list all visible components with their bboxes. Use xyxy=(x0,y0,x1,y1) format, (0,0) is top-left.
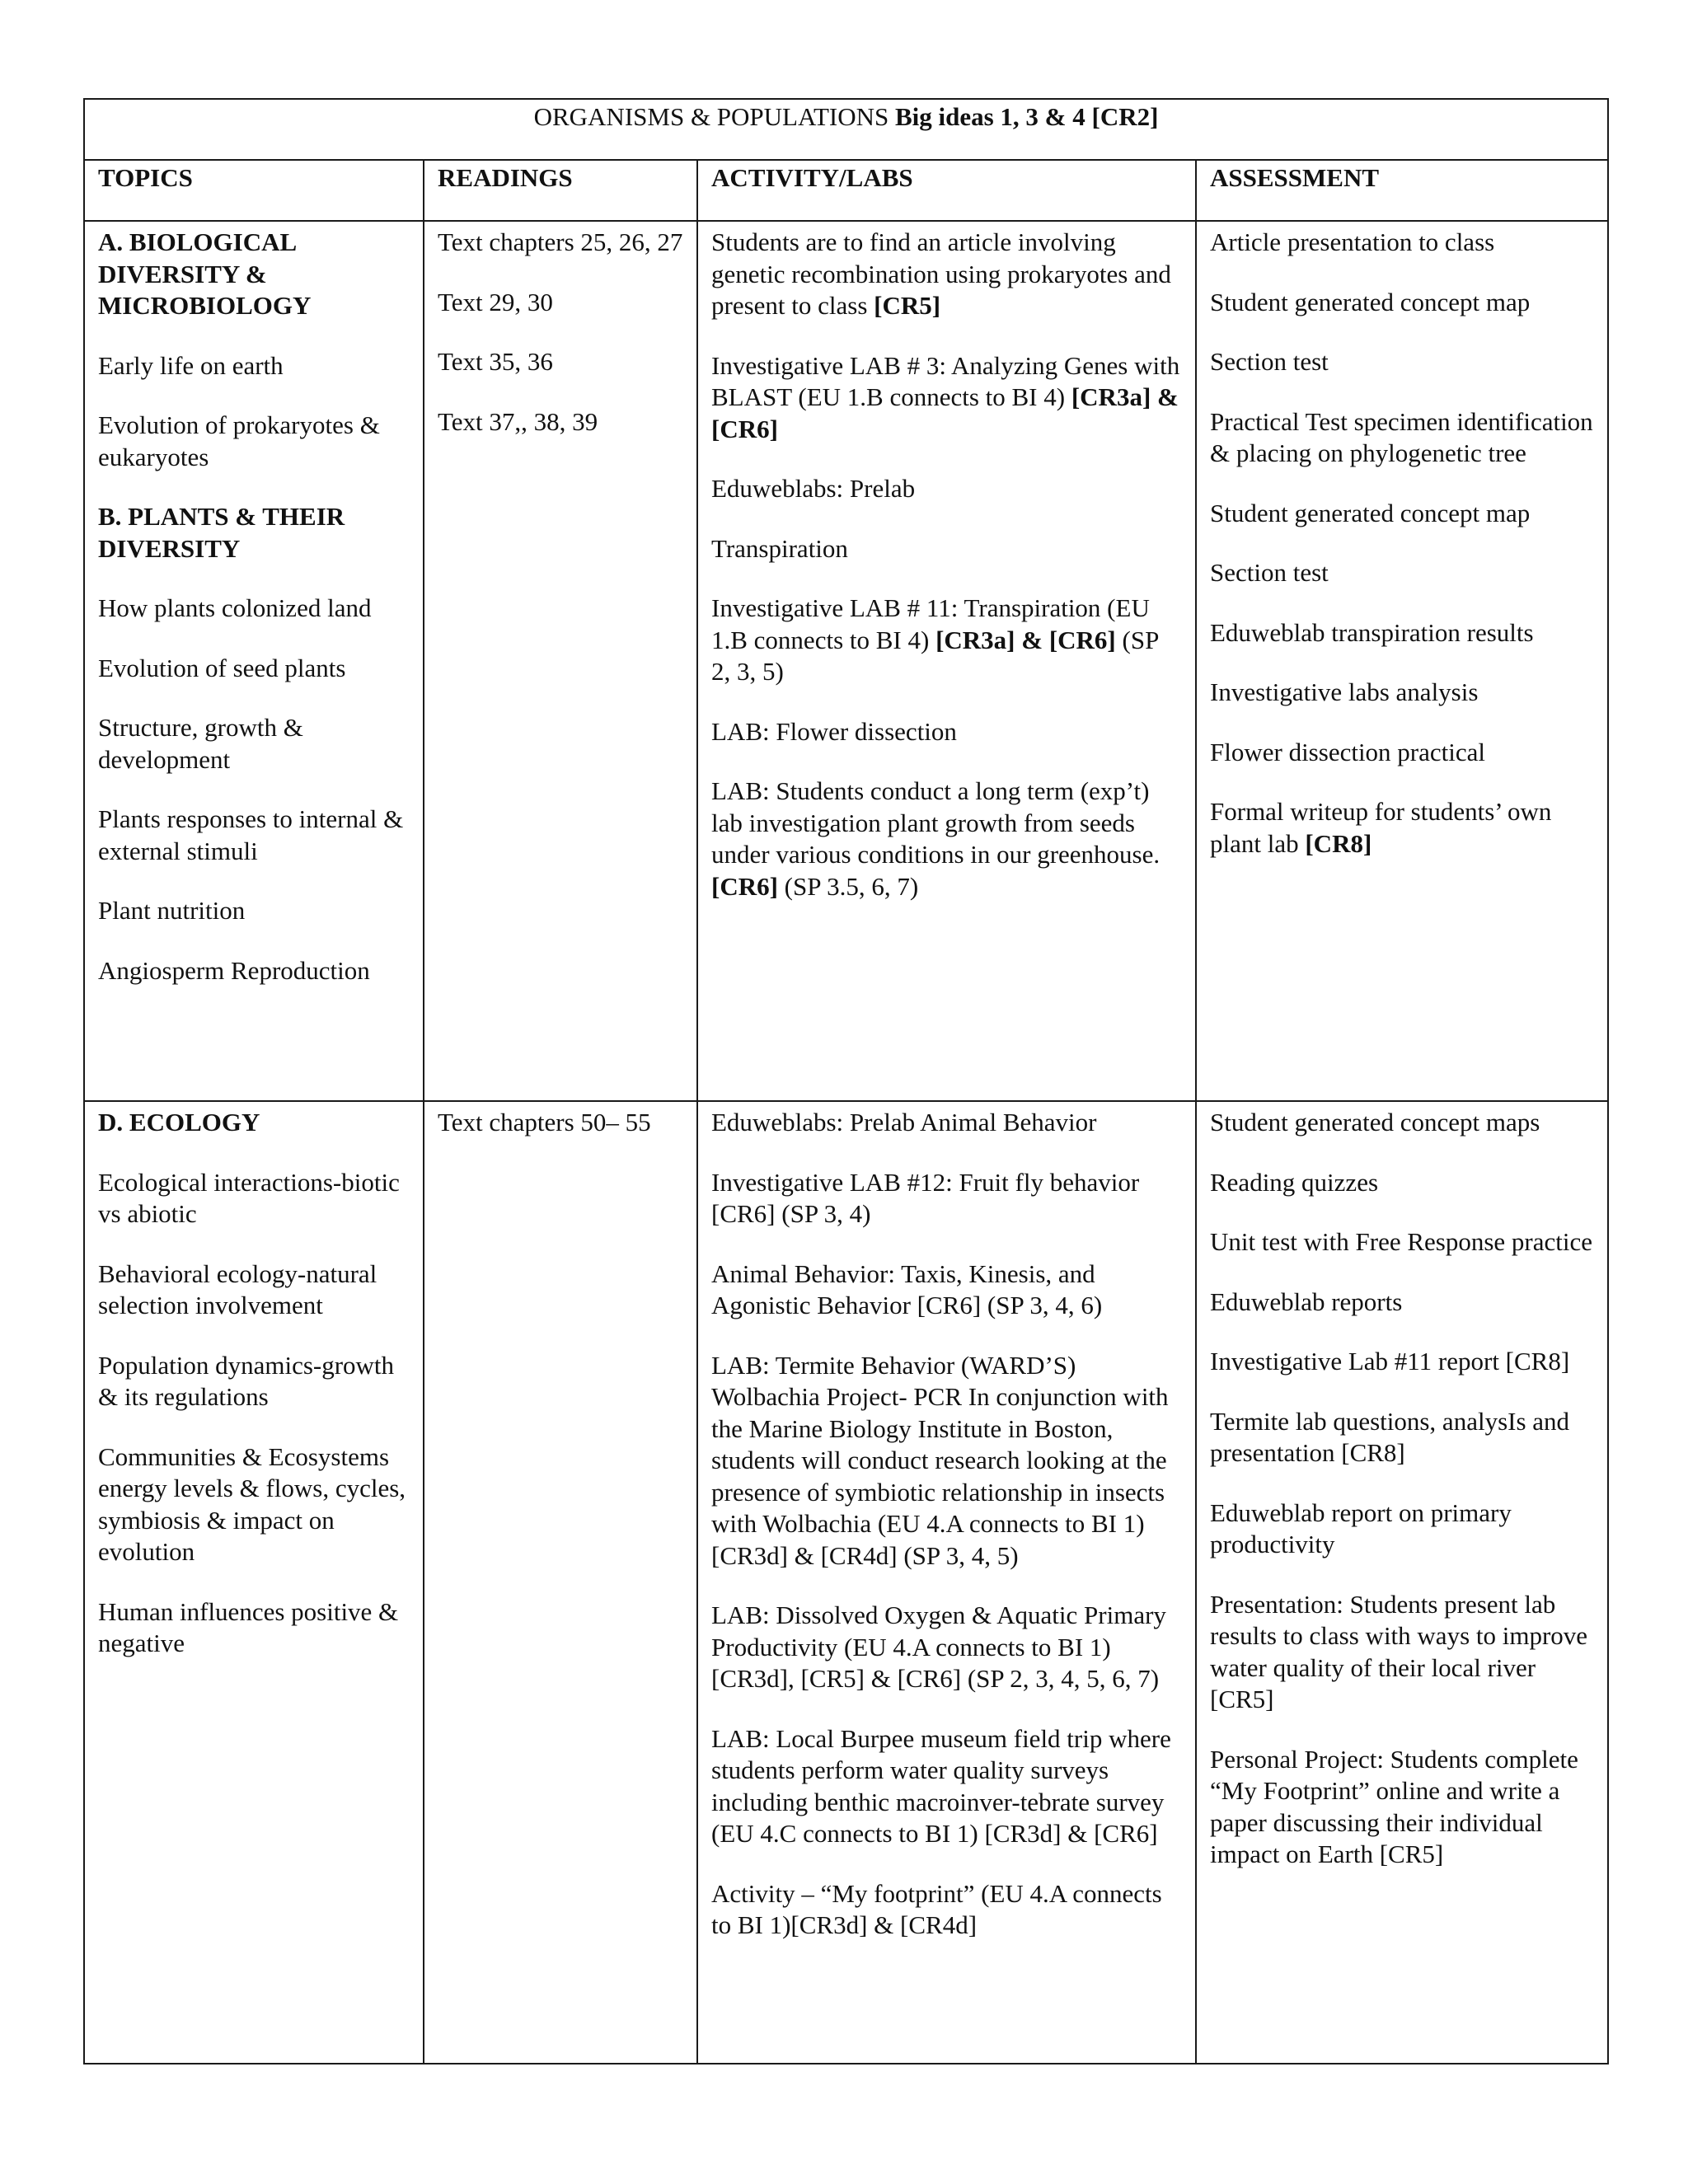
topic-item: Communities & Ecosystems energy levels & flows, cycles, symbiosis & impact on evolution xyxy=(98,1441,406,1566)
activity-item xyxy=(711,350,1182,446)
assessment-item: Flower dissection practical xyxy=(1210,737,1486,766)
activity-text: Investigative LAB # 11: Transpiration (EU 1.B connects to BI 4) xyxy=(711,593,1150,654)
curriculum-table xyxy=(83,98,1609,2064)
assessment-item: Section test xyxy=(1210,558,1329,587)
table-title xyxy=(84,99,1608,160)
assessment-item: Termite lab questions, analysIs and presentation [CR8] xyxy=(1210,1406,1570,1467)
activity-item: LAB: Local Burpee museum field trip where students perform water quality surveys including benthic macroinver-tebrate survey (EU 4.C connects to BI 1) [CR3d] & [CR6] xyxy=(711,1723,1171,1848)
readings-cell xyxy=(424,221,697,1101)
topic-item: Behavioral ecology-natural selection involvement xyxy=(98,1258,377,1319)
assessment-item: Student generated concept map xyxy=(1210,498,1531,527)
assessment-item: Presentation: Students present lab results to class with ways to improve water quality of their local river [CR5] xyxy=(1210,1589,1588,1713)
assessment-item xyxy=(1210,796,1594,860)
activity-tail: (SP 3.5, 6, 7) xyxy=(777,871,919,901)
activity-code: [CR6] xyxy=(711,871,778,901)
activity-item: LAB: Flower dissection xyxy=(711,716,957,746)
section-row-biodiversity-plants xyxy=(84,221,1608,1101)
activity-item: Activity – “My footprint” (EU 4.A connects to BI 1)[CR3d] & [CR4d] xyxy=(711,1878,1162,1939)
activity-item: Investigative LAB #12: Fruit fly behavior [CR6] (SP 3, 4) xyxy=(711,1167,1140,1228)
readings-cell xyxy=(424,1101,697,2064)
header-row xyxy=(84,160,1608,221)
topic-item: Plants responses to internal & external stimuli xyxy=(98,804,404,865)
reading-item: Text chapters 50– 55 xyxy=(438,1108,651,1137)
activity-item xyxy=(711,227,1182,322)
assessment-item: Eduweblab transpiration results xyxy=(1210,617,1534,647)
section-heading: A. BIOLOGICAL DIVERSITY & MICROBIOLOGY xyxy=(98,227,312,320)
reading-item: Text 35, 36 xyxy=(438,347,553,376)
topics-cell xyxy=(84,221,424,1101)
assessment-item: Student generated concept maps xyxy=(1210,1108,1540,1137)
assessment-item: Personal Project: Students complete “My Footprint” online and write a paper discussing their individual impact on Earth [CR5] xyxy=(1210,1744,1578,1868)
section-heading: B. PLANTS & THEIR DIVERSITY xyxy=(98,502,345,563)
section-row-ecology xyxy=(84,1101,1608,2064)
topic-item: Early life on earth xyxy=(98,350,284,380)
topic-item: How plants colonized land xyxy=(98,593,372,622)
header-topics: TOPICS xyxy=(84,160,424,221)
activity-item: LAB: Dissolved Oxygen & Aquatic Primary Productivity (EU 4.A connects to BI 1) [CR3d], [CR5] & [CR6] (SP 2, 3, 4, 5, 6, 7) xyxy=(711,1601,1166,1693)
activity-item: Animal Behavior: Taxis, Kinesis, and Agonistic Behavior [CR6] (SP 3, 4, 6) xyxy=(711,1258,1103,1319)
activity-code: [CR3a] & [CR6] xyxy=(711,382,1179,443)
activities-cell xyxy=(697,221,1196,1101)
assessment-item: Eduweblab reports xyxy=(1210,1286,1403,1316)
topic-item: Human influences positive & negative xyxy=(98,1596,399,1657)
topics-cell xyxy=(84,1101,424,2064)
activity-item: LAB: Termite Behavior (WARD’S) Wolbachia Project- PCR In conjunction with the Marine Biology Institute in Boston, students will conduct research looking at the presence of symbiotic relationship in insects with Wolbachia (EU 4.A connects to BI 1) [CR3d] & [CR4d] (SP 3, 4, 5) xyxy=(711,1350,1169,1570)
activity-item: Eduweblabs: Prelab xyxy=(711,474,916,503)
activity-code: [CR5] xyxy=(874,291,941,320)
topic-item: Population dynamics-growth & its regulations xyxy=(98,1350,395,1411)
reading-item: Text 37,, 38, 39 xyxy=(438,406,598,436)
header-assessment: ASSESSMENT xyxy=(1196,160,1608,221)
header-activity-labs: ACTIVITY/LABS xyxy=(697,160,1196,221)
assessment-item: Student generated concept map xyxy=(1210,287,1531,316)
activity-text: LAB: Students conduct a long term (exp’t) lab investigation plant growth from seeds under various conditions in our greenhouse. xyxy=(711,776,1160,869)
assessment-item: Reading quizzes xyxy=(1210,1167,1379,1197)
topic-item: Ecological interactions-biotic vs abiotic xyxy=(98,1167,400,1228)
activity-item: Eduweblabs: Prelab Animal Behavior xyxy=(711,1108,1097,1137)
assessment-item: Section test xyxy=(1210,347,1329,376)
activity-item xyxy=(711,776,1182,902)
topic-item: Structure, growth & development xyxy=(98,713,303,774)
assessment-item: Investigative Lab #11 report [CR8] xyxy=(1210,1347,1570,1376)
section-heading: D. ECOLOGY xyxy=(98,1108,260,1137)
activity-text: Investigative LAB # 3: Analyzing Genes with BLAST (EU 1.B connects to BI 4) xyxy=(711,350,1180,411)
assessment-item: Practical Test specimen identification & placing on phylogenetic tree xyxy=(1210,406,1593,467)
assessment-item: Eduweblab report on primary productivity xyxy=(1210,1497,1512,1558)
activity-tail: (SP 2, 3, 5) xyxy=(711,625,1159,686)
topic-item: Evolution of prokaryotes & eukaryotes xyxy=(98,410,380,471)
table-title-plain: ORGANISMS & POPULATIONS xyxy=(533,102,895,131)
reading-item: Text chapters 25, 26, 27 xyxy=(438,227,683,256)
title-row xyxy=(84,99,1608,160)
topic-item: Angiosperm Reproduction xyxy=(98,955,370,985)
table-title-bold: Big ideas 1, 3 & 4 [CR2] xyxy=(894,102,1159,131)
activity-item xyxy=(711,593,1182,688)
topic-item: Evolution of seed plants xyxy=(98,653,346,682)
assessment-item: Investigative labs analysis xyxy=(1210,677,1479,706)
assessment-text: Formal writeup for students’ own plant lab xyxy=(1210,797,1552,858)
assessments-cell xyxy=(1196,1101,1608,2064)
activities-cell xyxy=(697,1101,1196,2064)
topic-item: Plant nutrition xyxy=(98,896,246,925)
activity-code: [CR3a] & [CR6] xyxy=(935,625,1116,654)
header-readings: READINGS xyxy=(424,160,697,221)
assessment-item: Article presentation to class xyxy=(1210,227,1495,256)
assessment-code: [CR8] xyxy=(1305,828,1372,858)
assessment-item: Unit test with Free Response practice xyxy=(1210,1227,1593,1256)
assessments-cell xyxy=(1196,221,1608,1101)
activity-text: Students are to find an article involving genetic recombination using prokaryotes and present to class xyxy=(711,227,1171,320)
reading-item: Text 29, 30 xyxy=(438,287,553,316)
activity-item: Transpiration xyxy=(711,533,848,563)
